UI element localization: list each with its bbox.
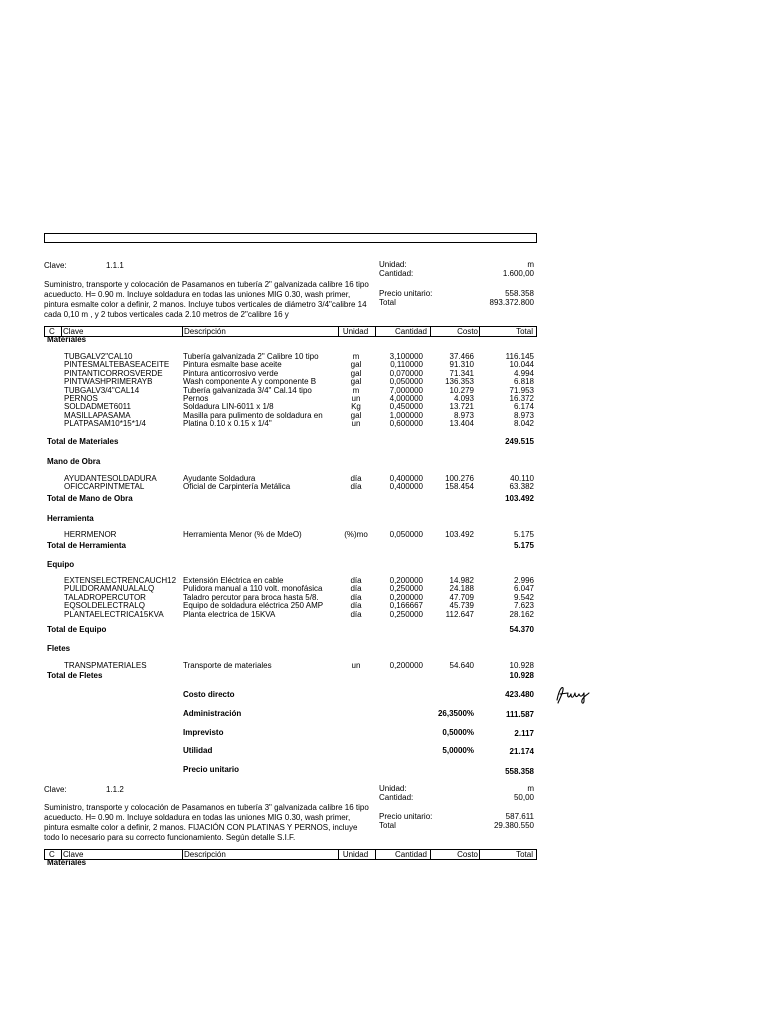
section-total-value: 249.515 (505, 437, 534, 446)
col-total: Total (516, 327, 533, 336)
imprevisto-value: 2.117 (514, 729, 534, 738)
cell-total: 9.542 (513, 592, 534, 602)
cell-cantidad: 0,250000 (389, 584, 423, 594)
cell-total: 10.928 (509, 661, 534, 670)
col-costo: Costo (457, 850, 478, 859)
cell-clave: PLATPASAM10*15*1/4 (64, 419, 146, 429)
cell-total: 8.973 (513, 410, 534, 420)
section-total-label: Total de Mano de Obra (47, 494, 133, 503)
precio-unitario-label: Precio unitario: (379, 812, 433, 821)
unidad-label: Unidad: (379, 784, 407, 793)
cell-desc: Tubería galvanizada 3/4" Cal.14 tipo (183, 385, 312, 395)
cell-desc: Pulidora manual a 110 volt. monofásica (183, 584, 323, 594)
total-label: Total (379, 298, 396, 307)
cell-costo: 37.466 (449, 352, 474, 361)
section-total-label: Total de Equipo (47, 625, 107, 634)
cell-total: 7.623 (513, 601, 534, 611)
cell-cantidad: 0,600000 (389, 419, 423, 429)
cell-cantidad: 0,050000 (389, 530, 423, 539)
administracion-value: 111.587 (505, 710, 534, 719)
clave-label: Clave: (44, 785, 67, 794)
cell-desc: Ayudante Soldadura (183, 474, 256, 483)
cell-clave: SOLDADMET6011 (64, 402, 131, 412)
cell-cantidad: 0,250000 (389, 609, 423, 619)
cell-clave: HERRMENOR (64, 530, 117, 539)
col-clave: Clave (63, 327, 84, 336)
cell-costo: 13.404 (449, 419, 474, 429)
cell-costo: 100.276 (445, 474, 474, 483)
cell-desc: Equipo de soldadura eléctrica 250 AMP (183, 601, 324, 611)
cell-desc: Pernos (183, 394, 209, 403)
cell-total: 8.042 (513, 419, 534, 429)
cell-cantidad: 0,070000 (389, 368, 423, 378)
cell-cantidad: 0,200000 (389, 592, 423, 602)
total-label: Total (379, 821, 396, 830)
clave-label: Clave: (44, 261, 67, 270)
cell-desc: Tubería galvanizada 2" Calibre 10 tipo (183, 352, 319, 361)
item2-description: Suministro, transporte y colocación de Pasamanos en tubería 3" galvanizada calibre 16 tipo acueducto. H= 0.90 m. Incluye soldadura en todas las uniones MIG 0.30, wash primer, pintura esmalte color a definir, 2 manos. FIJACIÓN CON PLATINAS Y PERNOS, incluye todo lo necesario para su correcto funcionamiento. Según detalle S.I.F. (44, 803, 369, 842)
cell-total: 28.162 (509, 609, 534, 619)
section-title: Fletes (47, 644, 71, 653)
cell-desc: Pintura esmalte base aceite (183, 360, 282, 370)
section-total-value: 10.928 (509, 671, 534, 680)
cell-clave: PINTWASHPRIMERAYB (64, 377, 153, 387)
cell-total: 2.996 (513, 576, 534, 585)
section-total-value: 54.370 (509, 625, 534, 634)
cell-desc: Wash componente A y componente B (183, 377, 317, 387)
section-total-label: Total de Herramienta (47, 541, 126, 550)
cell-cantidad: 0,200000 (389, 576, 423, 585)
cell-clave: MASILLAPASAMA (64, 410, 131, 420)
cell-unidad: día (350, 592, 362, 602)
cell-cantidad: 0,450000 (389, 402, 423, 412)
cell-clave: AYUDANTESOLDADURA (64, 474, 157, 483)
cell-costo: 45.739 (449, 601, 474, 611)
cell-desc: Pintura anticorrosivo verde (183, 368, 279, 378)
cell-costo: 14.982 (449, 576, 474, 585)
col-descripcion: Descripción (184, 850, 226, 859)
cell-unidad: día (350, 609, 362, 619)
section-total-label: Total de Materiales (47, 437, 119, 446)
col-total: Total (516, 850, 533, 859)
cell-desc: Planta electrica de 15KVA (183, 609, 276, 619)
cell-total: 4.994 (513, 368, 534, 378)
cell-cantidad: 0,110000 (390, 360, 423, 370)
cell-clave: PLANTAELECTRICA15KVA (64, 609, 164, 619)
item1-description: Suministro, transporte y colocación de Pasamanos en tubería 2" galvanizada calibre 16 tipo acueducto. H= 0.90 m. Incluye soldadura en todas las uniones MIG 0.30, wash primer, pintura esmalte color a definir, 2 manos. Incluye tubos verticales de diámetro 3/4"calibre 14 cada 0,10 m , y 2 tubos verticales cada 2.10 metros de 2"calibre 16 y (44, 280, 369, 319)
cell-desc: Masilla para pulimento de soldadura en (183, 410, 323, 420)
section-title: Materiales (47, 858, 87, 867)
cell-unidad: día (350, 584, 362, 594)
imprevisto-label: Imprevisto (183, 728, 224, 737)
handwritten-signature-icon (554, 684, 594, 706)
cell-cantidad: 0,200000 (389, 661, 423, 670)
cantidad-label: Cantidad: (379, 793, 414, 802)
cell-desc: Oficial de Carpintería Metálica (183, 482, 291, 492)
cell-clave: TRANSPMATERIALES (64, 661, 147, 670)
col-descripcion: Descripción (184, 327, 226, 336)
cell-unidad: gal (350, 410, 362, 420)
table-header (44, 849, 537, 860)
cell-costo: 54.640 (449, 661, 474, 670)
cell-unidad: gal (350, 377, 362, 387)
cell-desc: Herramienta Menor (% de MdeO) (183, 530, 302, 539)
section-total-value: 5.175 (513, 541, 534, 550)
cell-desc: Extensión Eléctrica en cable (183, 576, 284, 585)
item1-unidad: m (527, 260, 534, 269)
cell-cantidad: 4,000000 (389, 394, 423, 403)
cell-costo: 4.093 (453, 394, 474, 403)
item2-clave: 1.1.2 (106, 785, 124, 794)
col-clave: Clave (63, 850, 84, 859)
cell-clave: PERNOS (64, 394, 98, 403)
item1-total: 893.372.800 (489, 298, 534, 307)
cell-unidad: día (350, 482, 362, 492)
cell-costo: 47.709 (449, 592, 474, 602)
cell-total: 10.044 (509, 360, 534, 370)
cell-total: 63.382 (509, 482, 534, 492)
precio-unitario-label: Precio unitario: (379, 289, 433, 298)
item1-cantidad: 1.600,00 (502, 269, 534, 278)
cell-total: 116.145 (505, 352, 534, 361)
col-cantidad: Cantidad (394, 327, 427, 336)
cell-desc: Platina 0.10 x 0.15 x 1/4" (183, 419, 272, 429)
col-c: C (49, 327, 55, 336)
cell-costo: 112.647 (445, 609, 474, 619)
section-title: Materiales (47, 335, 87, 344)
section-title: Mano de Obra (47, 457, 101, 466)
cell-clave: EQSOLDELECTRALQ (64, 601, 145, 611)
section-total-value: 103.492 (505, 494, 534, 503)
col-cantidad: Cantidad (394, 850, 427, 859)
cell-total: 6.818 (513, 377, 534, 387)
cell-costo: 71.341 (449, 368, 474, 378)
cell-cantidad: 1,000000 (389, 410, 423, 420)
cell-desc: Transporte de materiales (183, 661, 272, 670)
cell-costo: 8.973 (453, 410, 474, 420)
cell-clave: PINTANTICORROSVERDE (64, 368, 163, 378)
cell-unidad: Kg (351, 402, 361, 412)
cell-clave: OFICCARPINTMETAL (64, 482, 145, 492)
cell-unidad: día (350, 601, 362, 611)
cell-cantidad: 0,400000 (389, 474, 423, 483)
cell-unidad: un (351, 661, 361, 670)
cell-cantidad: 0,166667 (389, 601, 423, 611)
cell-unidad: m (352, 352, 360, 361)
cell-unidad: (%)mo (344, 530, 368, 539)
administracion-label: Administración (183, 709, 242, 718)
top-header-box (44, 233, 537, 243)
administracion-pct: 26,3500% (437, 709, 474, 718)
cell-total: 6.047 (513, 584, 534, 594)
cell-unidad: día (350, 474, 362, 483)
cell-clave: TUBGALV2"CAL10 (64, 352, 133, 361)
col-unidad: Unidad (342, 850, 369, 859)
cell-unidad: un (351, 394, 361, 403)
costo-directo-label: Costo directo (183, 690, 235, 699)
cell-cantidad: 3,100000 (389, 352, 423, 361)
precio-unitario-summary-label: Precio unitario (183, 765, 240, 774)
cell-total: 5.175 (513, 530, 534, 539)
item1-clave: 1.1.1 (106, 261, 124, 270)
cell-total: 71.953 (509, 385, 534, 395)
utilidad-value: 21.174 (509, 747, 534, 756)
section-title: Herramienta (47, 514, 94, 523)
cell-cantidad: 0,050000 (389, 377, 423, 387)
cell-clave: PULIDORAMANUALALQ (64, 584, 155, 594)
cell-costo: 91.310 (449, 360, 474, 370)
cell-unidad: gal (350, 368, 362, 378)
cell-clave: TUBGALV3/4"CAL14 (64, 385, 140, 395)
cell-unidad: gal (350, 360, 362, 370)
table-header (44, 326, 537, 337)
cell-desc: Soldadura LIN-6011 x 1/8 (183, 402, 274, 412)
col-c: C (49, 850, 55, 859)
cell-clave: EXTENSELECTRENCAUCH12 (64, 576, 177, 585)
cell-cantidad: 0,400000 (389, 482, 423, 492)
item2-cantidad: 50,00 (513, 793, 534, 802)
cell-costo: 136.353 (445, 377, 474, 387)
item1-precio-unitario: 558.358 (505, 289, 534, 298)
cell-unidad: m (352, 385, 360, 395)
imprevisto-pct: 0,5000% (442, 728, 474, 737)
costo-directo-value: 423.480 (505, 690, 534, 699)
cell-clave: TALADROPERCUTOR (64, 592, 146, 602)
cell-total: 16.372 (509, 394, 534, 403)
cell-cantidad: 7,000000 (389, 385, 423, 395)
cell-total: 40.110 (510, 474, 534, 483)
cell-desc: Taladro percutor para broca hasta 5/8. (183, 592, 319, 602)
cell-costo: 24.188 (449, 584, 474, 594)
section-total-label: Total de Fletes (47, 671, 103, 680)
section-title: Equipo (47, 560, 75, 569)
cell-costo: 10.279 (449, 385, 474, 395)
cell-unidad: un (351, 419, 361, 429)
cell-unidad: día (350, 576, 362, 585)
item2-total: 29.380.550 (493, 821, 534, 830)
utilidad-pct: 5,0000% (442, 746, 474, 755)
col-unidad: Unidad (342, 327, 369, 336)
cell-costo: 158.454 (445, 482, 474, 492)
item2-precio-unitario: 587.611 (505, 812, 534, 821)
col-costo: Costo (457, 327, 478, 336)
utilidad-label: Utilidad (183, 746, 213, 755)
cantidad-label: Cantidad: (379, 269, 414, 278)
cell-clave: PINTESMALTEBASEACEITE (64, 360, 170, 370)
cell-costo: 103.492 (445, 530, 474, 539)
unidad-label: Unidad: (379, 260, 407, 269)
item2-unidad: m (527, 784, 534, 793)
cell-costo: 13.721 (449, 402, 474, 412)
cell-total: 6.174 (513, 402, 534, 412)
precio-unitario-summary-value: 558.358 (505, 767, 534, 776)
